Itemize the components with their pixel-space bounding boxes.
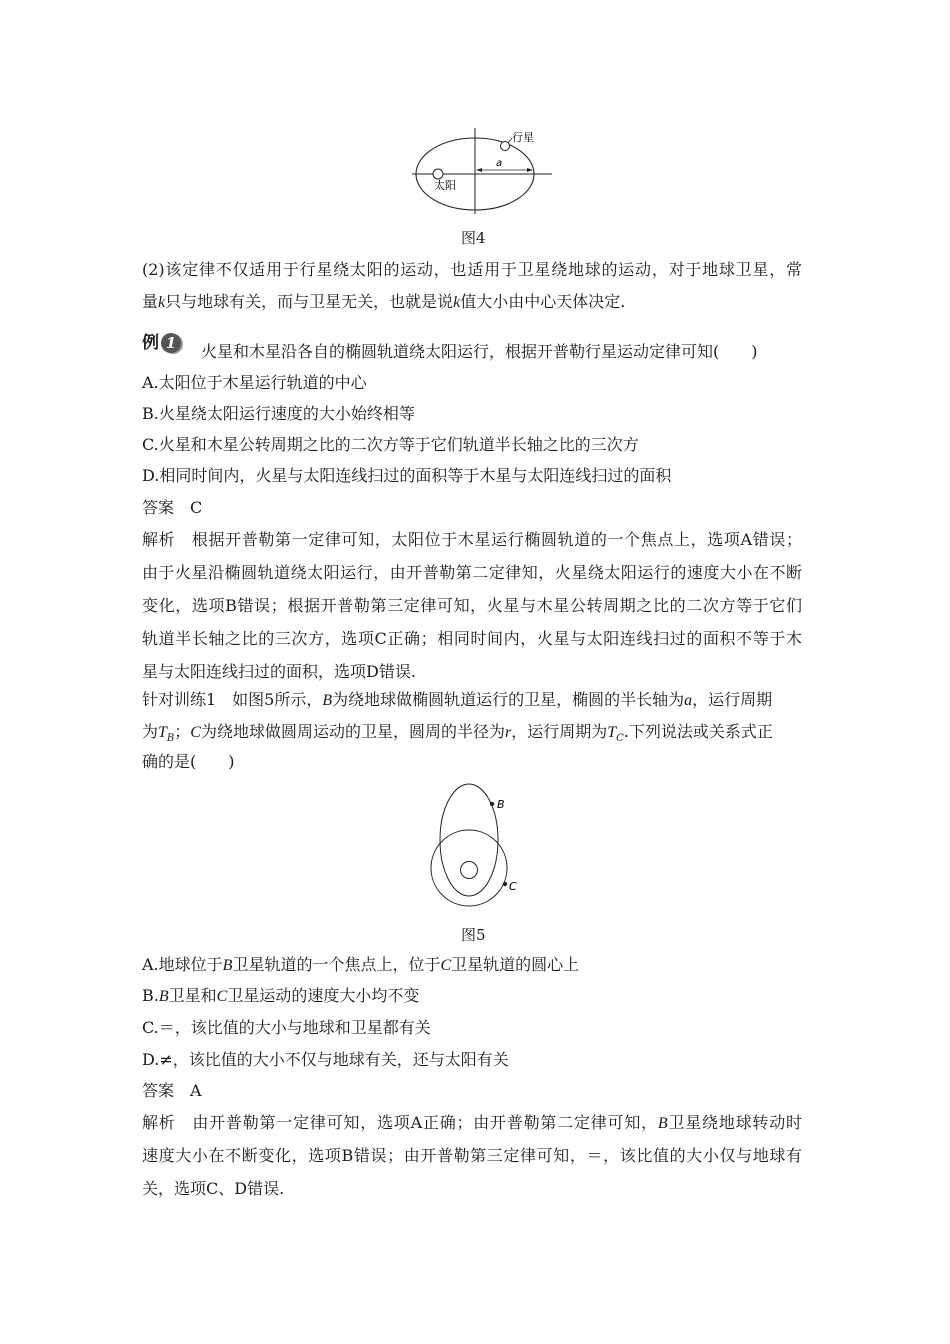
example-1-analysis-line1: 解析 根据开普勒第一定律可知，太阳位于木星运行椭圆轨道的一个焦点上，选项A错误； bbox=[142, 530, 802, 549]
training-1-line2: 为$T_B$；C为绕地球做圆周运动的卫星，圆周的半径为r，运行周期为$T_C$.下列说法或关系式正 bbox=[142, 722, 773, 745]
arrow-left-head bbox=[476, 168, 482, 172]
figure-5-caption: 图5 bbox=[461, 926, 486, 944]
figure-4-caption: 图4 bbox=[461, 229, 486, 247]
earth-circle bbox=[461, 862, 478, 879]
training-1-option-a: A.地球位于B卫星轨道的一个焦点上，位于C卫星轨道的圆心上 bbox=[142, 955, 580, 974]
satellite-b-label: B bbox=[497, 798, 505, 811]
example-1-option-a: A.太阳位于木星运行轨道的中心 bbox=[142, 373, 367, 392]
training-1-line1: 针对训练1 如图5所示，B为绕地球做椭圆轨道运行的卫星，椭圆的半长轴为a，运行周期 bbox=[142, 690, 773, 709]
training-1-analysis-line2: 速度大小在不断变化，选项B错误；由开普勒第三定律可知，＝，该比值的大小仅与地球有 bbox=[142, 1146, 802, 1165]
example-1-question: 例 1 火星和木星沿各自的椭圆轨道绕太阳运行，根据开普勒行星运动定律可知( ) bbox=[142, 333, 758, 361]
planet-label: 行星 bbox=[512, 131, 534, 144]
figure-5-orbit-diagram bbox=[425, 780, 525, 915]
example-1-badge: 例 1 bbox=[142, 333, 181, 353]
satellite-b-dot bbox=[490, 802, 494, 806]
example-1-option-d: D.相同时间内，火星与太阳连线扫过的面积等于木星与太阳连线扫过的面积 bbox=[142, 466, 672, 485]
example-1-answer: 答案 C bbox=[142, 498, 203, 517]
semi-major-label: a bbox=[496, 158, 503, 169]
satellite-c-label: C bbox=[509, 880, 517, 893]
satellite-b-elliptical-orbit bbox=[440, 784, 498, 896]
training-1-option-d: D.≠，该比值的大小不仅与地球有关，还与太阳有关 bbox=[142, 1050, 509, 1069]
example-1-option-b: B.火星绕太阳运行速度的大小始终相等 bbox=[142, 404, 415, 423]
arrow-right-head bbox=[527, 168, 533, 172]
example-1-analysis-line2: 由于火星沿椭圆轨道绕太阳运行，由开普勒第二定律知，火星绕太阳运行的速度大小在不断 bbox=[142, 563, 802, 582]
training-1-analysis-line3: 关，选项C、D错误. bbox=[142, 1179, 285, 1198]
sun-circle bbox=[433, 169, 443, 179]
sun-label: 太阳 bbox=[434, 179, 456, 192]
para2-line1: (2)该定律不仅适用于行星绕太阳的运动，也适用于卫星绕地球的运动，对于地球卫星，常 bbox=[142, 260, 802, 279]
example-1-analysis-line5: 星与太阳连线扫过的面积，选项D错误. bbox=[142, 662, 416, 681]
training-1-option-c: C.＝，该比值的大小与地球和卫星都有关 bbox=[142, 1018, 431, 1037]
example-1-analysis-line4: 轨道半长轴之比的三次方，选项C正确；相同时间内，火星与太阳连线扫过的面积不等于木 bbox=[142, 629, 802, 648]
example-1-analysis-line3: 变化，选项B错误；根据开普勒第三定律可知，火星与木星公转周期之比的二次方等于它们 bbox=[142, 596, 802, 615]
para2-line2: 量k只与地球有关，而与卫星无关，也就是说k值大小由中心天体决定. bbox=[142, 292, 626, 311]
training-1-line3: 确的是( ) bbox=[142, 752, 235, 771]
satellite-c-dot bbox=[503, 882, 507, 886]
training-1-analysis-line1: 解析 由开普勒第一定律可知，选项A正确；由开普勒第二定律可知，B卫星绕地球转动时 bbox=[142, 1113, 802, 1132]
figure-4-orbit-diagram bbox=[412, 122, 552, 218]
training-1-answer: 答案 A bbox=[142, 1081, 202, 1100]
training-1-option-b: B.B卫星和C卫星运动的速度大小均不变 bbox=[142, 986, 420, 1005]
example-1-option-c: C.火星和木星公转周期之比的二次方等于它们轨道半长轴之比的三次方 bbox=[142, 435, 639, 454]
